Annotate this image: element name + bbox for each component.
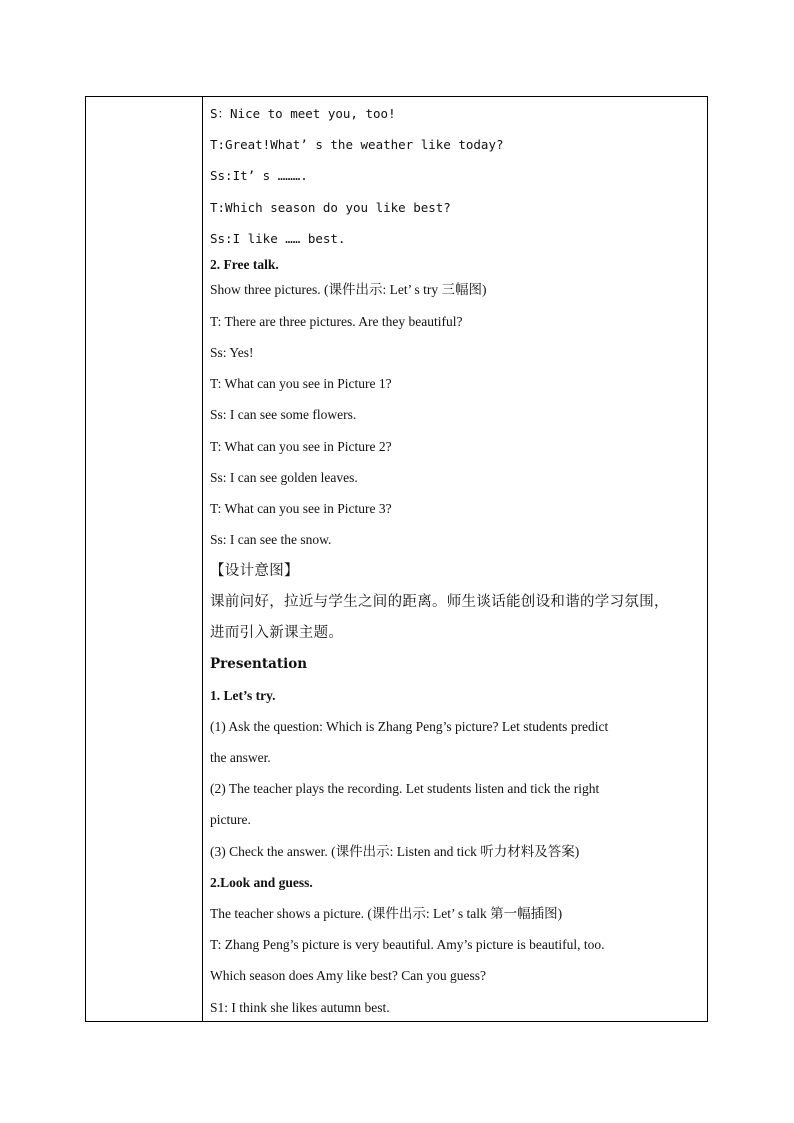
- dialogue-line: Ss:It’ s ……….: [210, 168, 308, 183]
- section-heading-lets-try: 1. Let’s try.: [210, 688, 276, 703]
- instruction-line: Show three pictures. (课件出示: Let’ s try 三幅图): [210, 282, 487, 297]
- section-heading-free-talk: 2. Free talk.: [210, 257, 279, 272]
- instruction-line: (3) Check the answer. (课件出示: Listen and tick 听力材料及答案): [210, 844, 580, 859]
- dialogue-line: Ss: I can see golden leaves.: [210, 470, 358, 485]
- column-divider: [202, 97, 203, 1021]
- dialogue-line: T: What can you see in Picture 3?: [210, 501, 392, 516]
- dialogue-line: T: Zhang Peng’s picture is very beautiful. Amy’s picture is beautiful, too.: [210, 937, 605, 952]
- dialogue-line: T:Great!What’ s the weather like today?: [210, 137, 504, 152]
- design-intent-heading: 【设计意图】: [210, 563, 299, 579]
- dialogue-line: T:Which season do you like best?: [210, 200, 451, 215]
- instruction-line: (1) Ask the question: Which is Zhang Peng’s picture? Let students predict: [210, 719, 609, 734]
- instruction-line: the answer.: [210, 750, 271, 765]
- instruction-line: The teacher shows a picture. (课件出示: Let’ s talk 第一幅插图): [210, 906, 563, 921]
- dialogue-line: S1: I think she likes autumn best.: [210, 1000, 390, 1015]
- dialogue-line: T: There are three pictures. Are they beautiful?: [210, 314, 463, 329]
- dialogue-line: Ss:I like …… best.: [210, 231, 346, 246]
- design-intent-text: 进而引入新课主题。: [210, 625, 344, 641]
- dialogue-line: Which season does Amy like best? Can you guess?: [210, 968, 486, 983]
- dialogue-line: Ss: Yes!: [210, 345, 254, 360]
- dialogue-line: T: What can you see in Picture 2?: [210, 439, 392, 454]
- instruction-line: (2) The teacher plays the recording. Let students listen and tick the right: [210, 781, 600, 796]
- dialogue-line: Ss: I can see some flowers.: [210, 407, 357, 422]
- dialogue-line: Ss: I can see the snow.: [210, 532, 332, 547]
- lesson-table: [85, 96, 708, 1022]
- dialogue-line: S：Nice to meet you, too!: [210, 106, 396, 121]
- section-heading-look-and-guess: 2.Look and guess.: [210, 875, 313, 890]
- section-heading-presentation: Presentation: [210, 656, 308, 672]
- dialogue-line: T: What can you see in Picture 1?: [210, 376, 392, 391]
- instruction-line: picture.: [210, 812, 251, 827]
- design-intent-text: 课前问好，拉近与学生之间的距离。师生谈话能创设和谐的学习氛围，: [210, 594, 669, 610]
